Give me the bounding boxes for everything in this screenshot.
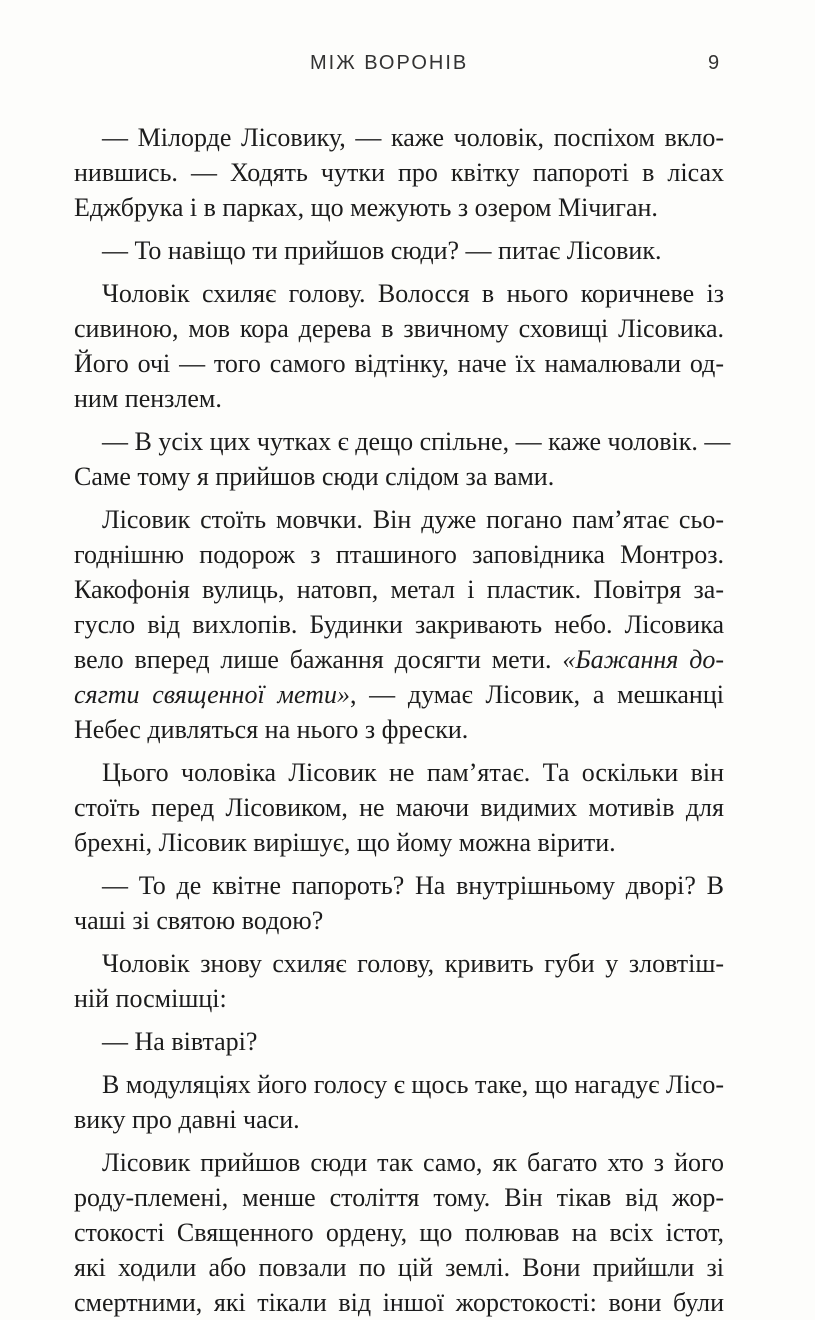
paragraph-gap xyxy=(74,747,724,755)
paragraph-gap xyxy=(74,494,724,502)
paragraph-gap xyxy=(74,225,724,233)
text-line: Цього чоловіка Лісовик не пам’ятає. Та оскільки він xyxy=(102,758,724,787)
text-line xyxy=(74,642,724,677)
paragraph xyxy=(74,502,724,747)
paragraph xyxy=(74,946,724,1016)
text-line: які ходили або повзали по цій землі. Вони прийшли зі xyxy=(74,1253,724,1282)
text-line: ній посмішці: xyxy=(74,984,227,1013)
text-line: роду-племені, менше століття тому. Він тікав від жор- xyxy=(74,1183,724,1212)
paragraph-gap xyxy=(74,1016,724,1024)
text-line: вику про давні часи. xyxy=(74,1105,300,1134)
paragraph xyxy=(74,233,724,268)
paragraph xyxy=(74,868,724,938)
paragraph xyxy=(74,424,731,494)
paragraph xyxy=(74,1067,724,1137)
text-line: чаші зі святою водою? xyxy=(74,906,324,935)
paragraph-gap xyxy=(74,416,724,424)
italic-quote: сягти священної мети» xyxy=(74,680,350,709)
paragraph-gap xyxy=(74,268,724,276)
text-line: Лісовик прийшов сюди так само, як багато хто з його xyxy=(102,1148,724,1177)
text-line: Какофонія вулиць, натовп, метал і пластик. Повітря за- xyxy=(74,575,724,604)
text-line: стокості Священного ордену, що полював на всіх істот, xyxy=(74,1218,724,1247)
text-line: гусло від вихлопів. Будинки закривають небо. Лісовика xyxy=(74,610,724,639)
text-line xyxy=(74,677,724,712)
text-line: — То навіщо ти прийшов сюди? — питає Лісовик. xyxy=(102,236,662,265)
text-run: вело вперед лише бажання досягти мети. xyxy=(74,645,563,674)
text-line: — На вівтарі? xyxy=(102,1027,258,1056)
paragraph-gap xyxy=(74,1059,724,1067)
paragraph xyxy=(74,120,724,225)
text-line: стоїть перед Лісовиком, не маючи видимих мотивів для xyxy=(74,793,724,822)
page-number: 9 xyxy=(708,52,720,74)
text-line: — В усіх цих чутках є дещо спільне, — каже чоловік. — xyxy=(102,427,731,456)
paragraph-gap xyxy=(74,938,724,946)
text-line: брехні, Лісовик вирішує, що йому можна вірити. xyxy=(74,828,616,857)
text-line: В модуляціях його голосу є щось таке, що нагадує Лісо- xyxy=(102,1070,724,1099)
paragraph xyxy=(74,1024,724,1059)
text-line: смертними, які тікали від іншої жорстокості: вони були xyxy=(74,1288,724,1317)
book-title: МІЖ ВОРОНІВ xyxy=(310,52,469,74)
body-text xyxy=(74,120,731,1320)
running-header xyxy=(0,52,815,82)
paragraph xyxy=(74,755,724,860)
text-line: годнішню подорож з пташиного заповідника Монтроз. xyxy=(74,540,724,569)
text-line: — То де квітне папороть? На внутрішньому дворі? В xyxy=(102,871,724,900)
italic-quote: «Бажання до- xyxy=(562,645,725,674)
text-line: — Мілорде Лісовику, — каже чоловік, поспіхом вкло- xyxy=(102,123,724,152)
text-line: Його очі — того самого відтінку, наче їх намалювали од- xyxy=(74,349,724,378)
paragraph xyxy=(74,1145,724,1320)
paragraph-gap xyxy=(74,1137,724,1145)
text-line: сивиною, мов кора дерева в звичному сховищі Лісовика. xyxy=(74,314,724,343)
text-line: Небес дивляться на нього з фрески. xyxy=(74,715,469,744)
text-line: Чоловік знову схиляє голову, кривить губи у зловтіш- xyxy=(102,949,724,978)
text-line: Чоловік схиляє голову. Волосся в нього коричневе із xyxy=(102,279,724,308)
text-line: Лісовик стоїть мовчки. Він дуже погано пам’ятає сьо- xyxy=(102,505,724,534)
paragraph xyxy=(74,276,724,416)
text-line: Еджбрука і в парках, що межують з озером Мічиган. xyxy=(74,193,658,222)
text-line: нившись. — Ходять чутки про квітку папороті в лісах xyxy=(74,158,724,187)
text-run: , — думає Лісовик, а мешканці xyxy=(349,680,724,709)
text-line: ним пензлем. xyxy=(74,384,222,413)
text-line: Саме тому я прийшов сюди слідом за вами. xyxy=(74,462,555,491)
paragraph-gap xyxy=(74,860,724,868)
